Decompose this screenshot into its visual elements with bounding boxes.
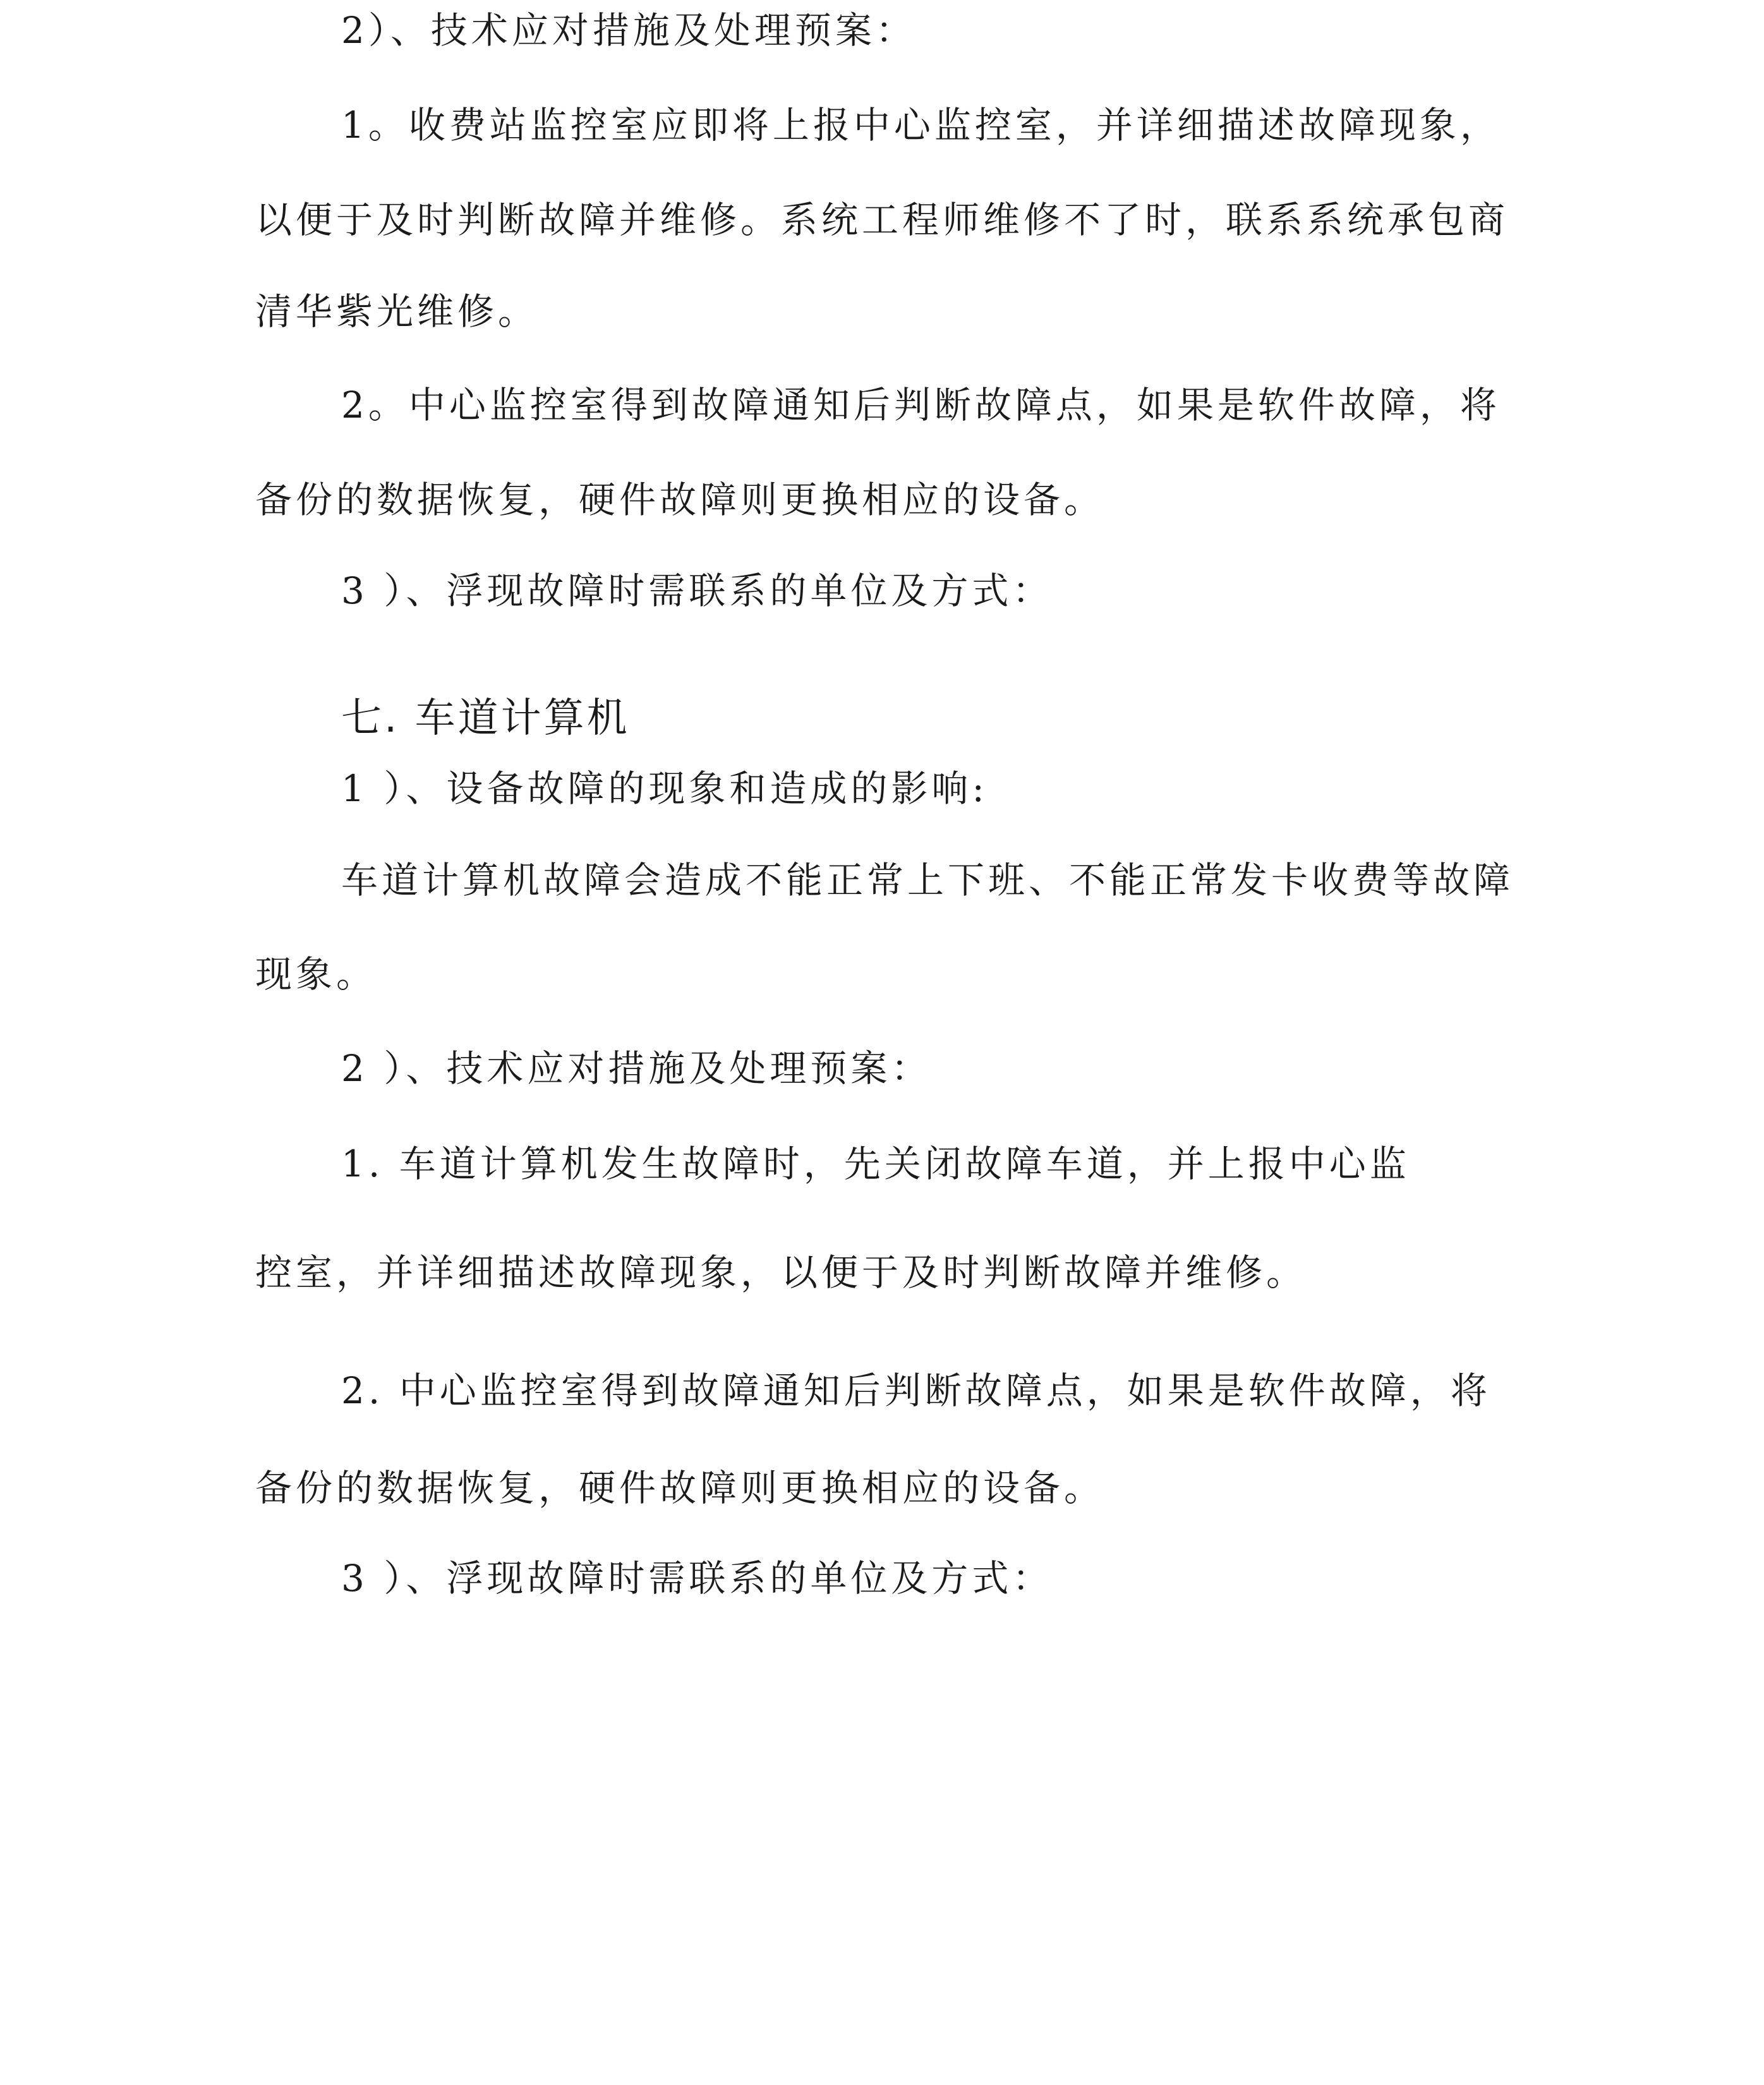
- paragraph-line: 1. 车道计算机发生故障时，先关闭故障车道，并上报中心监: [341, 1142, 1410, 1185]
- paragraph-line: 3 ）、浮现故障时需联系的单位及方式：: [341, 569, 1053, 612]
- paragraph-line: 2 ）、技术应对措施及处理预案：: [341, 1047, 932, 1090]
- section-heading: 七. 车道计算机: [341, 695, 630, 742]
- paragraph-line: 2. 中心监控室得到故障通知后判断故障点，如果是软件故障，将: [341, 1369, 1491, 1412]
- paragraph-line: 1。收费站监控室应即将上报中心监控室，并详细描述故障现象，: [341, 104, 1501, 147]
- paragraph-line: 3 ）、浮现故障时需联系的单位及方式：: [341, 1557, 1053, 1600]
- paragraph-line: 2。中心监控室得到故障通知后判断故障点，如果是软件故障，将: [341, 384, 1501, 426]
- paragraph-line: 以便于及时判断故障并维修。系统工程师维修不了时，联系系统承包商: [255, 198, 1509, 241]
- paragraph-line: 备份的数据恢复，硬件故障则更换相应的设备。: [255, 1466, 1105, 1509]
- paragraph-line: 备份的数据恢复，硬件故障则更换相应的设备。: [255, 478, 1105, 521]
- paragraph-line: 现象。: [255, 953, 377, 996]
- paragraph-line: 1 ）、设备故障的现象和造成的影响:: [341, 767, 988, 810]
- paragraph-line: 清华紫光维修。: [255, 290, 539, 333]
- paragraph-line: 2）、技术应对措施及处理预案：: [341, 9, 916, 52]
- paragraph-line: 车道计算机故障会造成不能正常上下班、不能正常发卡收费等故障: [341, 859, 1514, 902]
- paragraph-line: 控室，并详细描述故障现象，以便于及时判断故障并维修。: [255, 1251, 1307, 1294]
